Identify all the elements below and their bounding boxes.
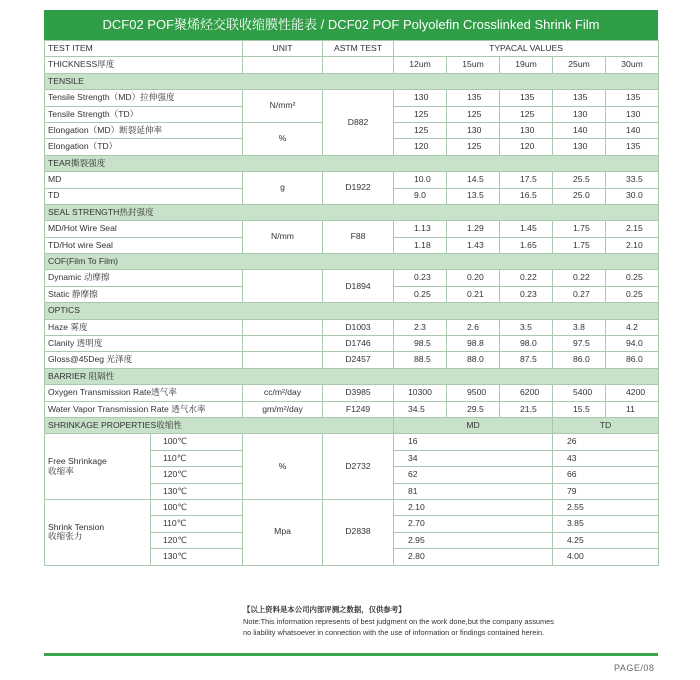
value-cell: 10300	[394, 385, 447, 401]
value-cell: 0.21	[447, 286, 500, 302]
value-cell: 2.6	[447, 319, 500, 335]
astm-cell: D3985	[323, 385, 394, 401]
md-value-cell: 34	[394, 450, 553, 466]
value-cell: 4.2	[606, 319, 659, 335]
unit-cell: N/mm	[243, 221, 323, 254]
section-row	[45, 155, 659, 171]
value-cell: 25.5	[553, 172, 606, 188]
unit-cell	[243, 319, 323, 335]
shrink-md-header: MD	[394, 417, 553, 433]
td-value-cell: 43	[553, 450, 659, 466]
value-cell: 1.18	[394, 237, 447, 253]
astm-cell: D2732	[323, 434, 394, 500]
value-cell: 25.0	[553, 188, 606, 204]
value-cell: 125	[500, 106, 553, 122]
thickness-value: 25um	[553, 57, 606, 73]
shrink-tension-label	[45, 499, 151, 565]
unit-cell: g	[243, 172, 323, 205]
value-cell: 11	[606, 401, 659, 417]
value-cell: 135	[606, 139, 659, 155]
astm-cell: F1249	[323, 401, 394, 417]
value-cell: 1.13	[394, 221, 447, 237]
table-row	[45, 336, 659, 352]
temp-cell: 110℃	[151, 516, 243, 532]
note-cn: 【以上资料是本公司内部评测之数据，仅供参考】	[243, 605, 406, 614]
row-label: Gloss@45Deg 光泽度	[45, 352, 243, 368]
section-title: COF(Film To Film)	[45, 254, 659, 270]
section-title: TEAR撕裂强度	[45, 155, 659, 171]
value-cell: 0.25	[606, 270, 659, 286]
value-cell: 9500	[447, 385, 500, 401]
value-cell: 14.5	[447, 172, 500, 188]
value-cell: 21.5	[500, 401, 553, 417]
value-cell: 130	[553, 139, 606, 155]
value-cell: 0.22	[500, 270, 553, 286]
value-cell: 130	[394, 90, 447, 106]
value-cell: 30.0	[606, 188, 659, 204]
value-cell: 98.8	[447, 336, 500, 352]
thickness-value: 30um	[606, 57, 659, 73]
unit-cell: %	[243, 122, 323, 155]
unit-cell: %	[243, 434, 323, 500]
section-title: TENSILE	[45, 73, 659, 89]
value-cell: 29.5	[447, 401, 500, 417]
value-cell: 125	[447, 139, 500, 155]
table-row	[45, 270, 659, 286]
header-astm: ASTM TEST	[323, 41, 394, 57]
astm-cell: D882	[323, 90, 394, 156]
value-cell: 5400	[553, 385, 606, 401]
unit-cell: cc/m²/day	[243, 385, 323, 401]
header-row	[45, 41, 659, 57]
section-title: BARRIER 阻隔性	[45, 368, 659, 384]
unit-cell	[243, 352, 323, 368]
section-row	[45, 204, 659, 220]
note-en-line2: no liability whatsoever in connection with the use of information or findings contained herein.	[243, 628, 545, 637]
value-cell: 86.0	[606, 352, 659, 368]
value-cell: 140	[553, 122, 606, 138]
thickness-row	[45, 57, 659, 73]
row-label: Tensile Strength（MD）拉伸强度	[45, 90, 243, 106]
value-cell: 88.5	[394, 352, 447, 368]
table-title: DCF02 POF聚烯烃交联收缩膜性能表 / DCF02 POF Polyolefin Crosslinked Shrink Film	[44, 10, 658, 40]
value-cell: 97.5	[553, 336, 606, 352]
value-cell: 2.15	[606, 221, 659, 237]
value-cell: 135	[500, 90, 553, 106]
temp-cell: 120℃	[151, 467, 243, 483]
row-label: Elongation（TD）	[45, 139, 243, 155]
row-label: Oxygen Transmission Rate透气率	[45, 385, 243, 401]
md-value-cell: 2.95	[394, 532, 553, 548]
astm-cell: D1894	[323, 270, 394, 303]
value-cell: 86.0	[553, 352, 606, 368]
value-cell: 135	[447, 90, 500, 106]
row-label: Clanity 透明度	[45, 336, 243, 352]
value-cell: 13.5	[447, 188, 500, 204]
header-unit: UNIT	[243, 41, 323, 57]
md-value-cell: 62	[394, 467, 553, 483]
md-value-cell: 2.70	[394, 516, 553, 532]
shrink-td-header: TD	[553, 417, 659, 433]
row-label: Haze 雾度	[45, 319, 243, 335]
table-row	[45, 434, 659, 450]
value-cell: 135	[553, 90, 606, 106]
value-cell: 98.5	[394, 336, 447, 352]
temp-cell: 100℃	[151, 434, 243, 450]
table-row	[45, 352, 659, 368]
value-cell: 0.20	[447, 270, 500, 286]
astm-cell: D1922	[323, 172, 394, 205]
table-row	[45, 221, 659, 237]
value-cell: 34.5	[394, 401, 447, 417]
value-cell: 88.0	[447, 352, 500, 368]
value-cell: 130	[553, 106, 606, 122]
value-cell: 94.0	[606, 336, 659, 352]
section-title: SHRINKAGE PROPERTIES收缩性	[45, 417, 394, 433]
value-cell: 135	[606, 90, 659, 106]
row-label: MD	[45, 172, 243, 188]
table-row	[45, 90, 659, 106]
value-cell: 3.8	[553, 319, 606, 335]
shrink-tension-label-cn: 收缩张力	[48, 531, 83, 542]
temp-cell: 100℃	[151, 499, 243, 515]
value-cell: 125	[394, 106, 447, 122]
temp-cell: 110℃	[151, 450, 243, 466]
value-cell: 120	[394, 139, 447, 155]
section-row	[45, 303, 659, 319]
value-cell: 6200	[500, 385, 553, 401]
value-cell: 1.45	[500, 221, 553, 237]
value-cell: 15.5	[553, 401, 606, 417]
table-row	[45, 172, 659, 188]
thickness-value: 19um	[500, 57, 553, 73]
section-row	[45, 254, 659, 270]
row-label: Static 静摩擦	[45, 286, 243, 302]
unit-cell: N/mm²	[243, 90, 323, 123]
unit-cell	[243, 336, 323, 352]
temp-cell: 130℃	[151, 549, 243, 565]
row-label: Elongation（MD）断裂延伸率	[45, 122, 243, 138]
shrink-tension-label-en: Shrink Tension	[48, 521, 105, 532]
temp-cell: 130℃	[151, 483, 243, 499]
row-label: TD	[45, 188, 243, 204]
thickness-label: THICKNESS厚度	[45, 57, 243, 73]
td-value-cell: 26	[553, 434, 659, 450]
value-cell: 4200	[606, 385, 659, 401]
value-cell: 2.3	[394, 319, 447, 335]
value-cell: 0.22	[553, 270, 606, 286]
value-cell: 2.10	[606, 237, 659, 253]
table-row	[45, 401, 659, 417]
value-cell: 98.0	[500, 336, 553, 352]
value-cell: 0.23	[394, 270, 447, 286]
astm-cell: D2838	[323, 499, 394, 565]
td-value-cell: 4.00	[553, 549, 659, 565]
value-cell: 16.5	[500, 188, 553, 204]
free-shrink-label-en: Free Shrinkage	[48, 456, 107, 467]
row-label: Tensile Strength（TD）	[45, 106, 243, 122]
section-row	[45, 417, 659, 433]
header-typical: TYPACAL VALUES	[394, 41, 659, 57]
td-value-cell: 66	[553, 467, 659, 483]
footer-divider	[44, 653, 658, 656]
value-cell: 33.5	[606, 172, 659, 188]
value-cell: 130	[447, 122, 500, 138]
section-title: OPTICS	[45, 303, 659, 319]
md-value-cell: 16	[394, 434, 553, 450]
value-cell: 125	[447, 106, 500, 122]
astm-cell: D1746	[323, 336, 394, 352]
value-cell: 130	[500, 122, 553, 138]
free-shrink-label-cn: 收缩率	[48, 465, 74, 476]
astm-cell: D2457	[323, 352, 394, 368]
td-value-cell: 4.25	[553, 532, 659, 548]
disclaimer-note	[243, 604, 554, 639]
spec-table	[44, 40, 659, 566]
value-cell: 1.75	[553, 221, 606, 237]
value-cell: 130	[606, 106, 659, 122]
md-value-cell: 2.80	[394, 549, 553, 565]
temp-cell: 120℃	[151, 532, 243, 548]
table-row	[45, 319, 659, 335]
value-cell: 140	[606, 122, 659, 138]
value-cell: 1.65	[500, 237, 553, 253]
unit-cell: gm/m²/day	[243, 401, 323, 417]
row-label: Dynamic 动摩擦	[45, 270, 243, 286]
astm-cell: D1003	[323, 319, 394, 335]
page-number: PAGE/08	[614, 663, 655, 673]
value-cell: 1.43	[447, 237, 500, 253]
value-cell: 1.75	[553, 237, 606, 253]
thickness-value: 15um	[447, 57, 500, 73]
free-shrink-label	[45, 434, 151, 500]
value-cell: 120	[500, 139, 553, 155]
value-cell: 0.23	[500, 286, 553, 302]
unit-cell: Mpa	[243, 499, 323, 565]
value-cell: 1.29	[447, 221, 500, 237]
section-row	[45, 73, 659, 89]
table-row	[45, 499, 659, 515]
value-cell: 3.5	[500, 319, 553, 335]
md-value-cell: 81	[394, 483, 553, 499]
value-cell: 0.27	[553, 286, 606, 302]
value-cell: 10.0	[394, 172, 447, 188]
unit-cell	[243, 270, 323, 303]
section-title: SEAL STRENGTH热封强度	[45, 204, 659, 220]
td-value-cell: 2.55	[553, 499, 659, 515]
value-cell: 9.0	[394, 188, 447, 204]
thickness-value: 12um	[394, 57, 447, 73]
section-row	[45, 368, 659, 384]
value-cell: 0.25	[606, 286, 659, 302]
table-row	[45, 385, 659, 401]
value-cell: 0.25	[394, 286, 447, 302]
header-test-item: TEST ITEM	[45, 41, 243, 57]
td-value-cell: 3.85	[553, 516, 659, 532]
astm-cell: F88	[323, 221, 394, 254]
md-value-cell: 2.10	[394, 499, 553, 515]
note-en-line1: Note:This information represents of best judgment on the work done,but the company assumes	[243, 616, 554, 626]
row-label: MD/Hot Wire Seal	[45, 221, 243, 237]
row-label: TD/Hot wire Seal	[45, 237, 243, 253]
value-cell: 125	[394, 122, 447, 138]
td-value-cell: 79	[553, 483, 659, 499]
value-cell: 87.5	[500, 352, 553, 368]
row-label: Water Vapor Transmission Rate 透气水率	[45, 401, 243, 417]
value-cell: 17.5	[500, 172, 553, 188]
